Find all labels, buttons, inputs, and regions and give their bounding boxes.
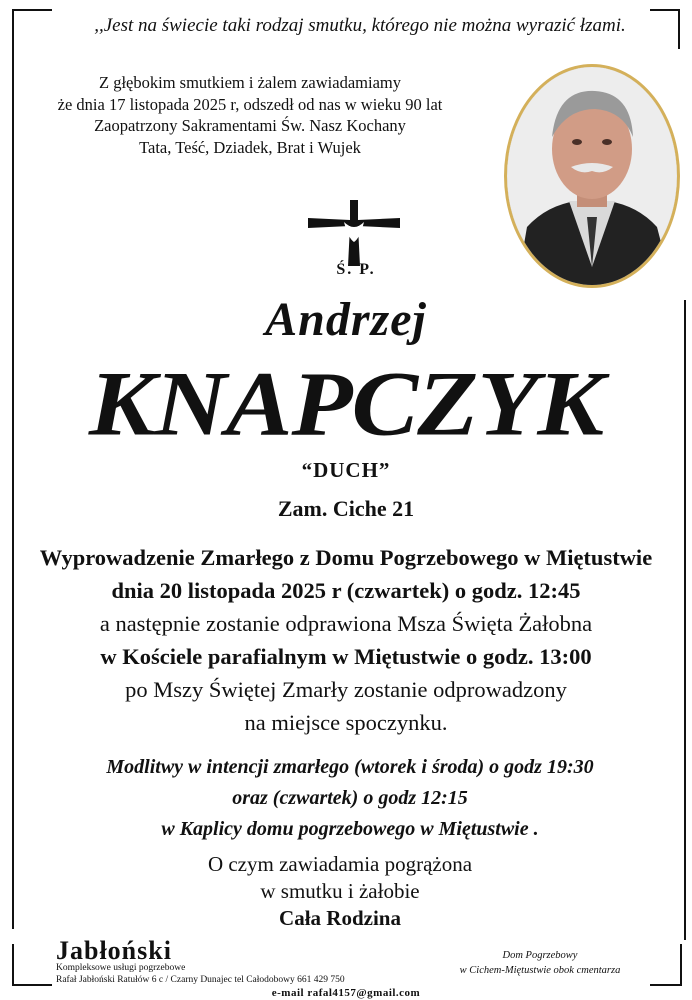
funeral-line: a następnie zostanie odprawiona Msza Święta Żałobna	[99, 611, 593, 636]
frame-bottom-right-vertical	[680, 944, 682, 986]
logo-contact: Rafał Jabłoński Ratułów 6 c / Czarny Dunajec tel Całodobowy 661 429 750	[56, 975, 345, 985]
opening-quote: ,,Jest na świecie taki rodzaj smutku, którego nie można wyrazić łzami.	[94, 15, 626, 36]
funeral-line: po Mszy Świętej Zmarły zostanie odprowadzony	[125, 677, 567, 702]
portrait-illustration	[507, 67, 677, 285]
sp-label: Ś. P.	[336, 261, 376, 278]
frame-bottom-left-horizontal	[12, 984, 52, 986]
funeral-home-address	[425, 948, 655, 978]
logo-subtitle: Kompleksowe usługi pogrzebowe	[56, 963, 186, 973]
frame-bottom-right-horizontal	[650, 984, 682, 986]
funeral-line: na miejsce spoczynku.	[244, 710, 448, 735]
deceased-surname: KNAPCZYK	[88, 352, 604, 455]
frame-bottom-left-vertical	[12, 944, 14, 986]
contact-email: e-mail rafal4157@gmail.com	[271, 987, 421, 999]
prayer-line: oraz (czwartek) o godz 12:15	[232, 787, 468, 809]
frame-top-left-vertical	[12, 9, 14, 49]
intro-paragraph	[40, 72, 460, 158]
prayer-details	[30, 752, 670, 845]
logo-name: Jabłoński	[56, 936, 172, 965]
cross-icon	[304, 198, 404, 268]
closing-note	[140, 851, 540, 932]
prayer-line: Modlitwy w intencji zmarłego (wtorek i środa) o godz 19:30	[106, 756, 594, 778]
closing-line: w smutku i żałobie	[260, 879, 420, 903]
funeral-home-logo	[56, 936, 406, 986]
closing-line: O czym zawiadamia pogrążona	[207, 852, 473, 876]
frame-top-left-horizontal	[12, 9, 52, 11]
prayer-line: w Kaplicy domu pogrzebowego w Miętustwie .	[161, 818, 539, 840]
portrait-photo	[504, 64, 680, 288]
frame-left-border	[12, 49, 14, 929]
intro-line: Z głębokim smutkiem i żalem zawiadamiamy	[99, 73, 401, 92]
intro-line: Zaopatrzony Sakramentami Św. Nasz Kochany	[94, 116, 406, 135]
funeral-line: w Kościele parafialnym w Miętustwie o godz. 13:00	[100, 644, 592, 669]
frame-top-right-horizontal	[650, 9, 680, 11]
funeral-line: Wyprowadzenie Zmarłego z Domu Pogrzebowego w Miętustwie	[39, 545, 653, 570]
dom-line: Dom Pogrzebowy	[502, 950, 578, 961]
funeral-line: dnia 20 listopada 2025 r (czwartek) o godz. 12:45	[111, 578, 581, 603]
dom-line: w Cichem-Miętustwie obok cmentarza	[459, 965, 621, 976]
deceased-nickname: “DUCH”	[301, 458, 391, 482]
closing-signature: Cała Rodzina	[279, 906, 401, 930]
funeral-details	[20, 541, 672, 739]
deceased-address: Zam. Ciche 21	[277, 496, 415, 521]
intro-line: że dnia 17 listopada 2025 r, odszedł od nas w wieku 90 lat	[57, 94, 443, 114]
intro-line: Tata, Teść, Dziadek, Brat i Wujek	[139, 137, 361, 157]
deceased-first-name: Andrzej	[265, 293, 427, 346]
